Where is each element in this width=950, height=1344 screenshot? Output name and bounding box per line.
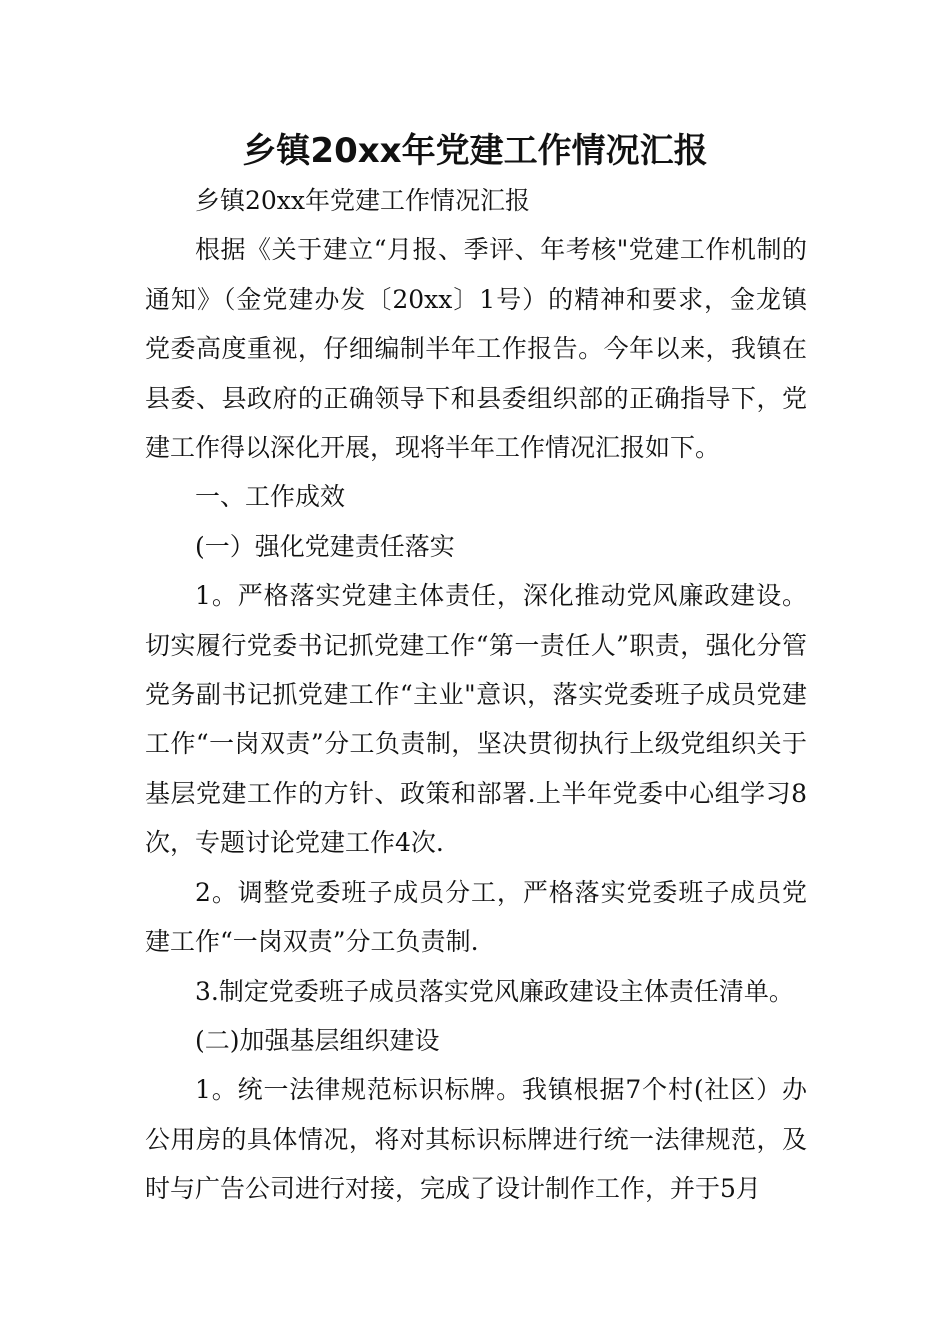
- subtitle-paragraph: 乡镇20xx年党建工作情况汇报: [195, 186, 531, 215]
- body-paragraph: 1。严格落实党建主体责任，深化推动党风廉政建设。切实履行党委书记抓党建工作“第一责任人”职责，强化分管党务副书记抓党建工作“主业"意识，落实党委班子成员党建工作“一岗双责”分工负责制，坚决贯彻执行上级党组织关于基层党建工作的方针、政策和部署.上半年党委中心组学习8次，专题讨论党建工作4次.: [145, 581, 807, 858]
- document-title: 乡镇20xx年党建工作情况汇报: [242, 131, 708, 171]
- document-body: [145, 176, 807, 1214]
- body-paragraph: 1。统一法律规范标识标牌。我镇根据7个村(社区）办公用房的具体情况，将对其标识标牌进行统一法律规范，及时与广告公司进行对接，完成了设计制作工作，并于5月: [145, 1075, 807, 1204]
- body-paragraph: 2。调整党委班子成员分工，严格落实党委班子成员党建工作“一岗双责”分工负责制.: [145, 877, 807, 957]
- intro-paragraph: 根据《关于建立“月报、季评、年考核"党建工作机制的通知》（金党建办发〔20xx〕1号）的精神和要求，金龙镇党委高度重视，仔细编制半年工作报告。今年以来，我镇在县委、县政府的正确领导下和县委组织部的正确指导下，党建工作得以深化开展，现将半年工作情况汇报如下。: [145, 235, 807, 463]
- subsection-heading: (一）强化党建责任落实: [195, 531, 455, 561]
- body-paragraph: 3.制定党委班子成员落实党风廉政建设主体责任清单。: [195, 976, 794, 1006]
- subsection-heading: (二)加强基层组织建设: [195, 1025, 440, 1055]
- section-heading: 一、工作成效: [195, 482, 346, 512]
